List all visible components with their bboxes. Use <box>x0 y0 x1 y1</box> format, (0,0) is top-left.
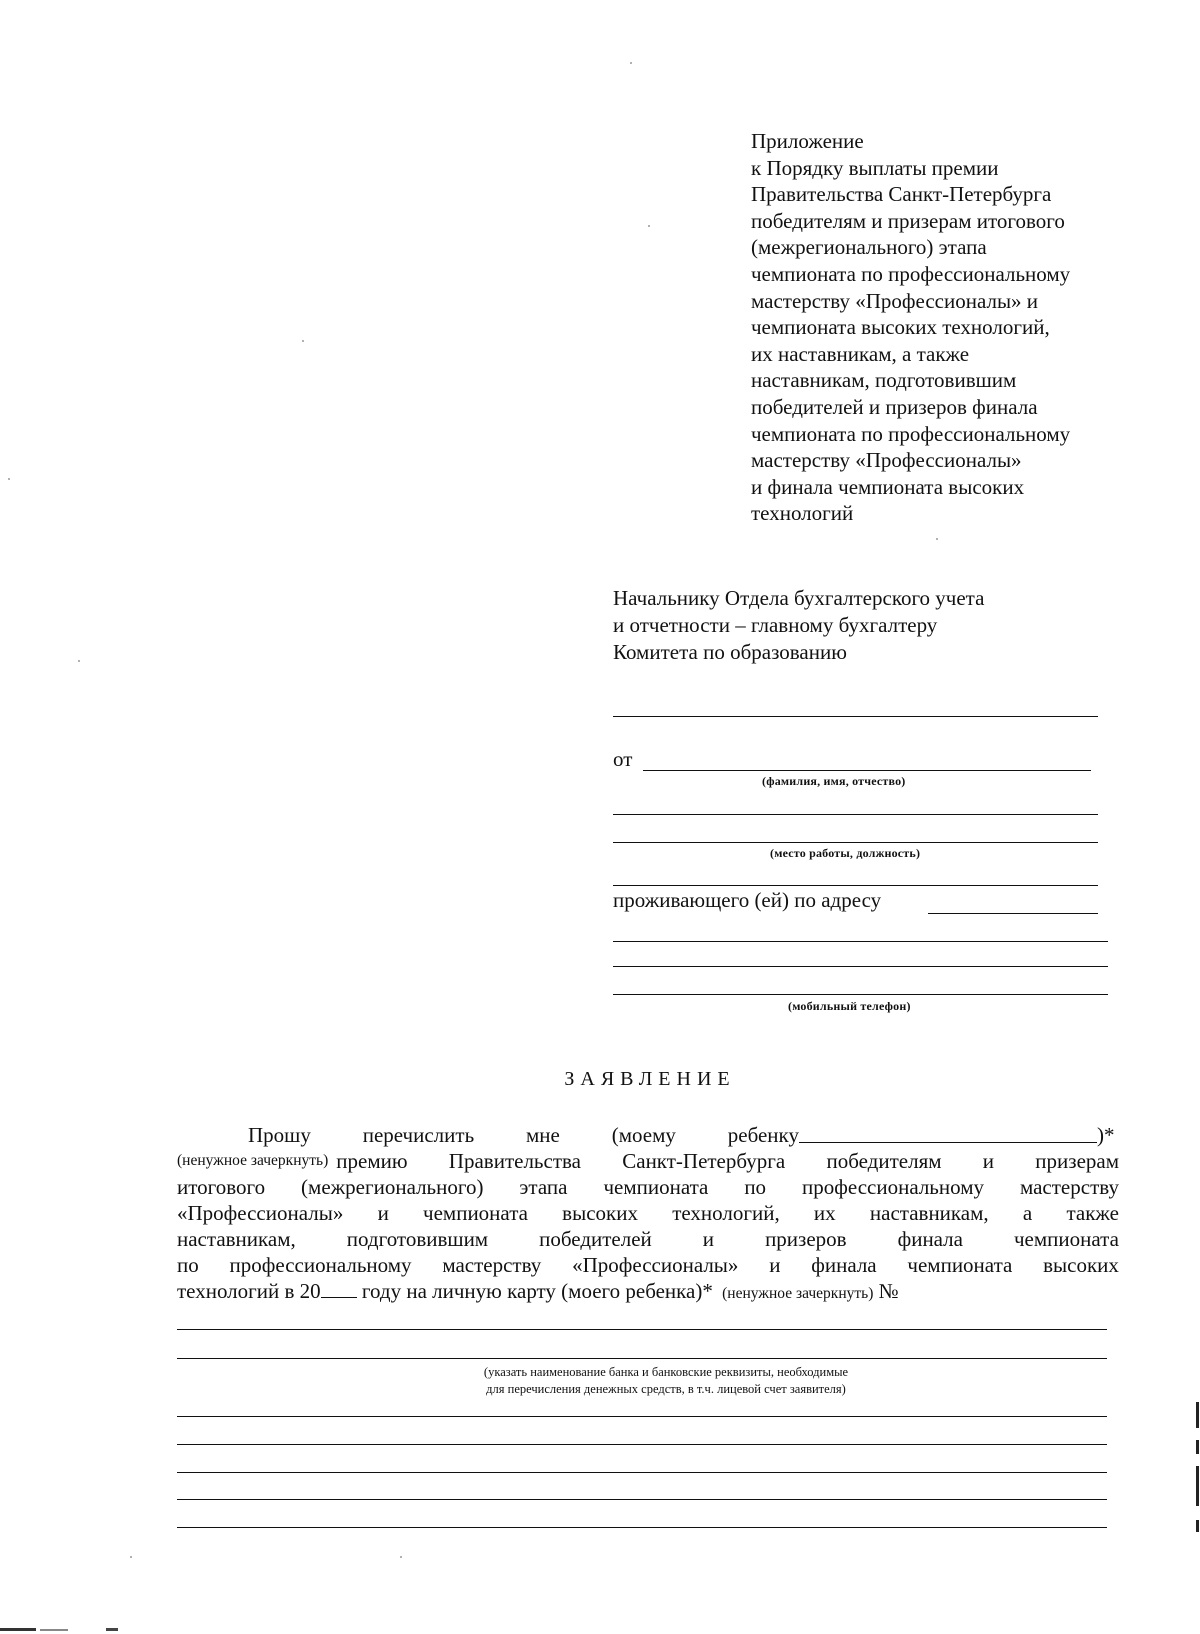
addressee-blank-line[interactable] <box>613 716 1098 717</box>
bank-details-line-6[interactable] <box>177 1499 1107 1500</box>
word: профессиональному <box>229 1253 412 1277</box>
bank-caption-line: (указать наименование банка и банковские реквизиты, необходимые <box>483 1365 849 1379</box>
appendix-line: к Порядку выплаты премии <box>751 155 999 180</box>
statement-row-3 <box>177 1174 1119 1200</box>
from-label: от <box>613 747 633 771</box>
scan-edge-mark <box>1196 1440 1199 1454</box>
workplace-line-2[interactable] <box>613 842 1098 843</box>
addressee-line: Начальнику Отдела бухгалтерского учета <box>613 586 985 610</box>
scan-speck <box>630 62 632 64</box>
word: «Профессионалы» <box>572 1253 739 1277</box>
child-name-blank[interactable] <box>799 1122 1097 1143</box>
scan-speck <box>78 660 80 662</box>
word: мне <box>526 1123 560 1147</box>
word: по <box>744 1175 767 1199</box>
statement-row-2 <box>177 1148 1119 1174</box>
full-name-line[interactable] <box>643 770 1091 771</box>
appendix-line: Правительства Санкт-Петербурга <box>751 182 1052 207</box>
scan-speck <box>400 1556 402 1558</box>
full-name-caption: (фамилия, имя, отчество) <box>762 774 906 788</box>
word: финала <box>811 1253 877 1277</box>
scan-edge-mark <box>0 1628 36 1631</box>
word: высоких <box>562 1201 638 1225</box>
statement-row-6 <box>177 1252 1119 1278</box>
word: чемпионата <box>907 1253 1013 1277</box>
appendix-header <box>751 128 1070 527</box>
workplace-line-1[interactable] <box>613 814 1098 815</box>
word: перечислить <box>362 1123 475 1147</box>
scan-speck <box>130 1556 132 1558</box>
word: также <box>1066 1201 1119 1225</box>
appendix-line: чемпионата высоких технологий, <box>751 315 1050 340</box>
word: высоких <box>1043 1253 1119 1277</box>
row7-start: технологий в 20 <box>177 1279 321 1303</box>
card-number-sign: № <box>878 1279 899 1303</box>
scan-edge-mark <box>1196 1466 1199 1506</box>
bank-details-line-2[interactable] <box>177 1358 1107 1359</box>
word: подготовившим <box>346 1227 489 1251</box>
appendix-line: победителей и призеров финала <box>751 394 1038 419</box>
word: по <box>177 1253 199 1277</box>
bank-details-line-7[interactable] <box>177 1527 1107 1528</box>
scan-edge-mark <box>106 1628 118 1631</box>
appendix-line: мастерству «Профессионалы» и <box>751 288 1039 313</box>
statement-row-1 <box>248 1122 1120 1148</box>
word: а <box>1022 1201 1033 1225</box>
word: чемпионата <box>603 1175 709 1199</box>
appendix-line: (межрегионального) этапа <box>751 235 987 260</box>
scan-edge-mark <box>40 1629 68 1631</box>
scan-speck <box>8 478 10 480</box>
statement-row-5 <box>177 1226 1119 1252</box>
workplace-line-3[interactable] <box>613 885 1098 886</box>
addressee <box>613 585 984 666</box>
word: итогового <box>177 1175 266 1199</box>
word: мастерству <box>442 1253 542 1277</box>
word: этапа <box>519 1175 568 1199</box>
appendix-line: их наставникам, а также <box>751 341 970 366</box>
row1-end: )* <box>1097 1123 1115 1147</box>
appendix-line: технологий <box>751 501 854 526</box>
appendix-line: победителям и призерам итогового <box>751 208 1065 233</box>
year-blank[interactable] <box>321 1279 357 1298</box>
scan-edge-mark <box>1196 1402 1199 1428</box>
bank-details-line-5[interactable] <box>177 1472 1107 1473</box>
scan-speck <box>648 225 650 227</box>
scan-speck <box>936 538 938 540</box>
phone-caption: (мобильный телефон) <box>788 999 911 1013</box>
scan-speck <box>302 340 304 342</box>
address-line-1[interactable] <box>928 913 1098 914</box>
word: (моему <box>611 1123 676 1147</box>
workplace-caption: (место работы, должность) <box>770 846 921 860</box>
word: их <box>813 1201 836 1225</box>
bank-caption-line: для перечисления денежных средств, в т.ч. лицевой счет заявителя) <box>486 1382 846 1396</box>
word: ребенку <box>727 1123 799 1147</box>
word: чемпионата <box>1014 1227 1119 1251</box>
bank-details-line-3[interactable] <box>177 1416 1107 1417</box>
strike-note-2: (ненужное зачеркнуть) <box>722 1285 874 1302</box>
address-line-2[interactable] <box>613 941 1108 942</box>
addressee-line: Комитета по образованию <box>613 640 847 664</box>
scan-edge-mark <box>1196 1520 1199 1532</box>
word: наставникам, <box>869 1201 989 1225</box>
word: и <box>377 1201 389 1225</box>
word: и <box>769 1253 781 1277</box>
phone-line[interactable] <box>613 994 1108 995</box>
bank-details-line-4[interactable] <box>177 1444 1107 1445</box>
word: победителей <box>539 1227 652 1251</box>
address-line-3[interactable] <box>613 966 1108 967</box>
word: призеров <box>765 1227 847 1251</box>
word: мастерству <box>1019 1175 1119 1199</box>
word: и <box>702 1227 715 1251</box>
address-label: проживающего (ей) по адресу <box>613 888 882 912</box>
word: Прошу <box>248 1123 311 1147</box>
word: наставникам, <box>177 1227 296 1251</box>
appendix-line: чемпионата по профессиональному <box>751 421 1071 446</box>
bank-details-line-1[interactable] <box>177 1329 1107 1330</box>
word: (межрегионального) <box>301 1175 484 1199</box>
word: «Профессионалы» <box>177 1201 344 1225</box>
appendix-line: наставникам, подготовившим <box>751 368 1017 393</box>
word: технологий, <box>672 1201 780 1225</box>
statement-row-7 <box>177 1278 1119 1307</box>
row7-mid: году на личную карту (моего ребенка)* <box>356 1279 713 1303</box>
statement-title: ЗАЯВЛЕНИЕ <box>564 1068 736 1090</box>
word: профессиональному <box>802 1175 985 1199</box>
statement-row-4 <box>177 1200 1119 1226</box>
appendix-line: Приложение <box>751 129 864 153</box>
appendix-line: мастерству «Профессионалы» <box>751 448 1022 473</box>
row2-text: премию Правительства Санкт-Петербурга победителям и призерам <box>336 1149 1119 1173</box>
appendix-line: чемпионата по профессиональному <box>751 261 1071 286</box>
appendix-line: и финала чемпионата высоких <box>751 474 1025 499</box>
addressee-line: и отчетности – главному бухгалтеру <box>613 613 938 637</box>
word: чемпионата <box>423 1201 528 1225</box>
word: финала <box>897 1227 963 1251</box>
bank-details-caption <box>416 1364 916 1398</box>
strike-note: (ненужное зачеркнуть) <box>177 1152 329 1169</box>
